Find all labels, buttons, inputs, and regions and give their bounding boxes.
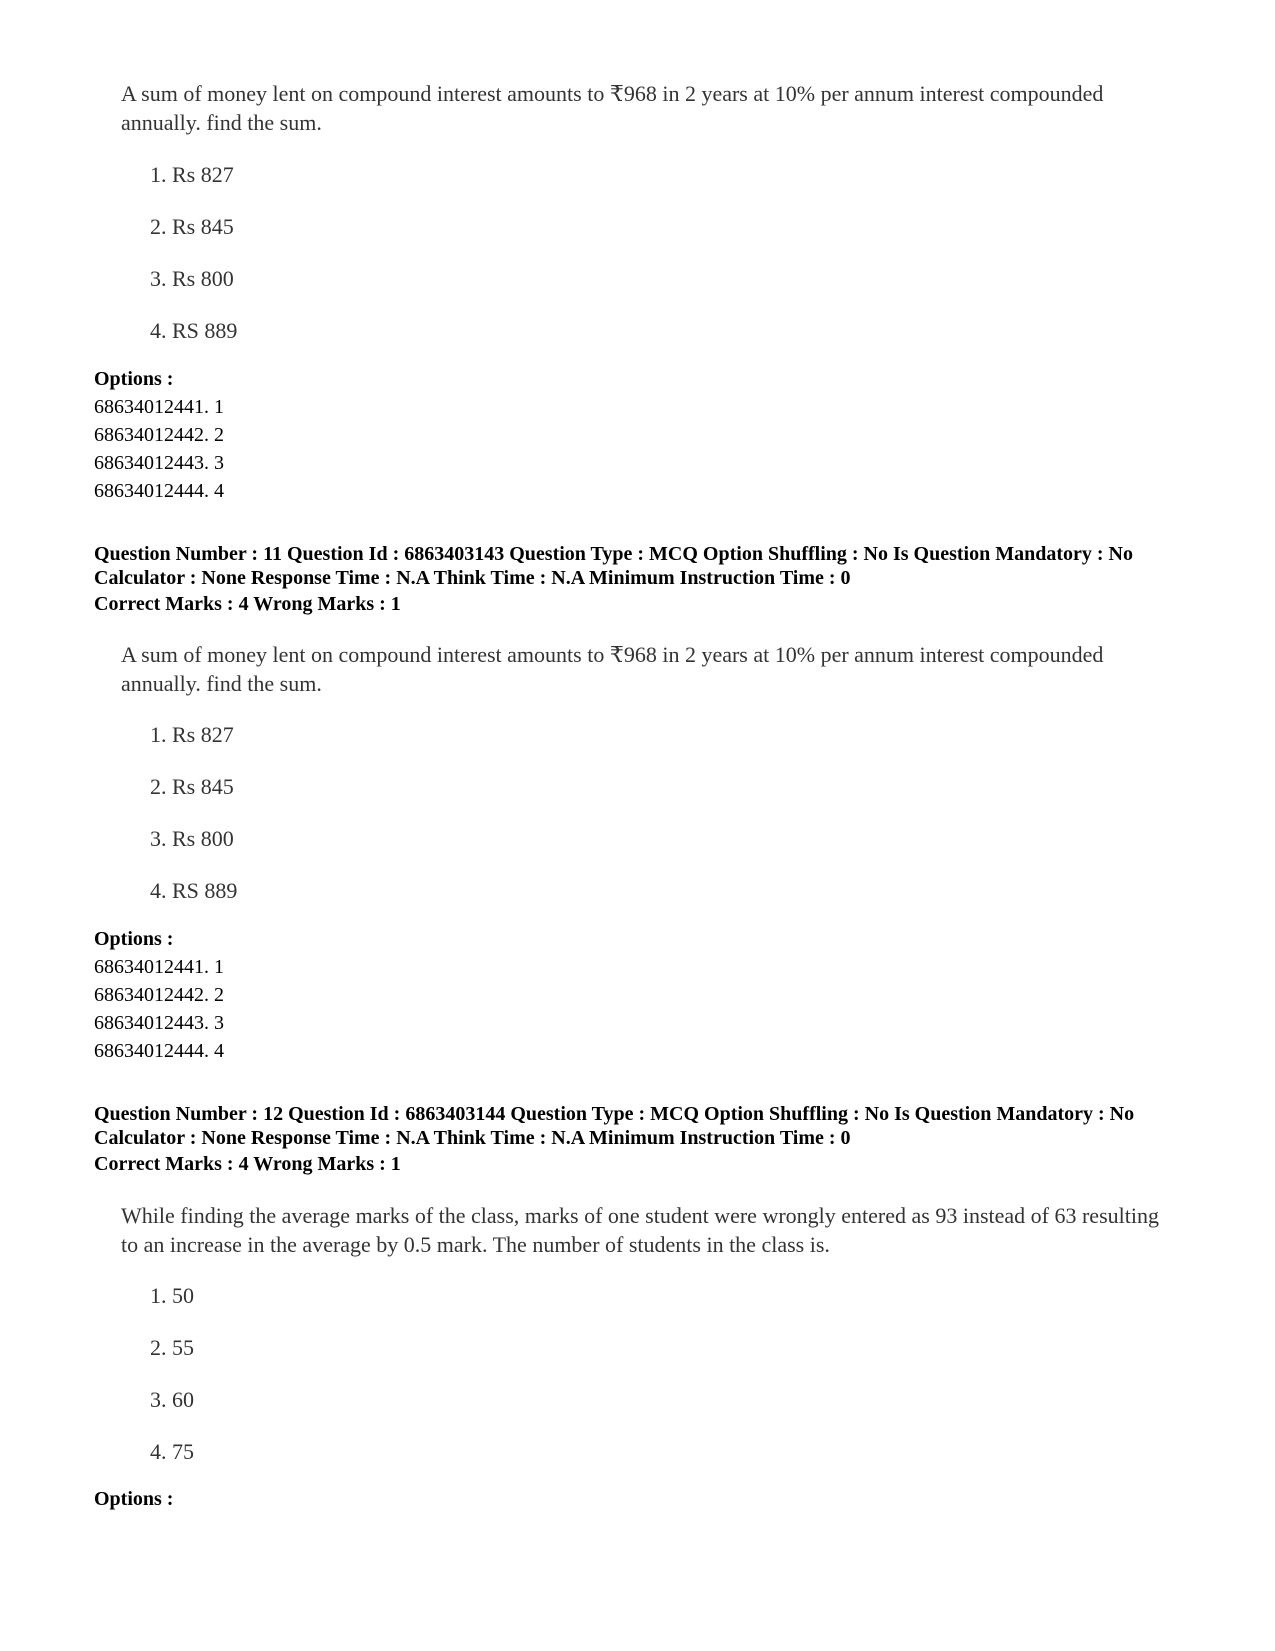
choice-item: 2. 55	[150, 1335, 194, 1360]
choice-item: 2. Rs 845	[150, 774, 234, 799]
question-text: While finding the average marks of the class, marks of one student were wrongly entered as 93 instead of 63 resulting to an increase in the average by 0.5 mark. The number of students in the class is.	[121, 1203, 1159, 1257]
options-heading: Options :	[94, 928, 174, 950]
option-id-line: 68634012444. 4	[94, 480, 224, 502]
options-heading: Options :	[94, 368, 174, 390]
option-id-line: 68634012443. 3	[94, 1012, 224, 1034]
choice-item: 2. Rs 845	[150, 214, 234, 239]
option-id-line: 68634012442. 2	[94, 424, 224, 446]
choice-item: 4. 75	[150, 1439, 194, 1464]
option-id-line: 68634012441. 1	[94, 956, 224, 978]
question-text: A sum of money lent on compound interest amounts to ₹968 in 2 years at 10% per annum interest compounded annually. find the sum.	[121, 642, 1104, 696]
choice-item: 1. Rs 827	[150, 162, 234, 187]
question-marks: Correct Marks : 4 Wrong Marks : 1	[94, 1153, 401, 1175]
choice-item: 3. Rs 800	[150, 266, 234, 291]
choice-item: 3. Rs 800	[150, 826, 234, 851]
question-meta: Question Number : 11 Question Id : 6863403143 Question Type : MCQ Option Shuffling : No Is Question Mandatory : No Calculator : None Response Time : N.A Think Time : N.A Minimum Instruction Time : 0	[94, 543, 1133, 589]
choice-item: 3. 60	[150, 1387, 194, 1412]
choice-item: 1. 50	[150, 1283, 194, 1308]
question-text: A sum of money lent on compound interest amounts to ₹968 in 2 years at 10% per annum interest compounded annually. find the sum.	[121, 81, 1104, 135]
option-id-line: 68634012443. 3	[94, 452, 224, 474]
option-id-line: 68634012444. 4	[94, 1040, 224, 1062]
choice-item: 1. Rs 827	[150, 722, 234, 747]
option-id-line: 68634012441. 1	[94, 396, 224, 418]
question-marks: Correct Marks : 4 Wrong Marks : 1	[94, 593, 401, 615]
options-heading: Options :	[94, 1488, 174, 1510]
choice-item: 4. RS 889	[150, 318, 238, 343]
question-meta: Question Number : 12 Question Id : 6863403144 Question Type : MCQ Option Shuffling : No Is Question Mandatory : No Calculator : None Response Time : N.A Think Time : N.A Minimum Instruction Time : 0	[94, 1103, 1135, 1149]
option-id-line: 68634012442. 2	[94, 984, 224, 1006]
choice-item: 4. RS 889	[150, 878, 238, 903]
